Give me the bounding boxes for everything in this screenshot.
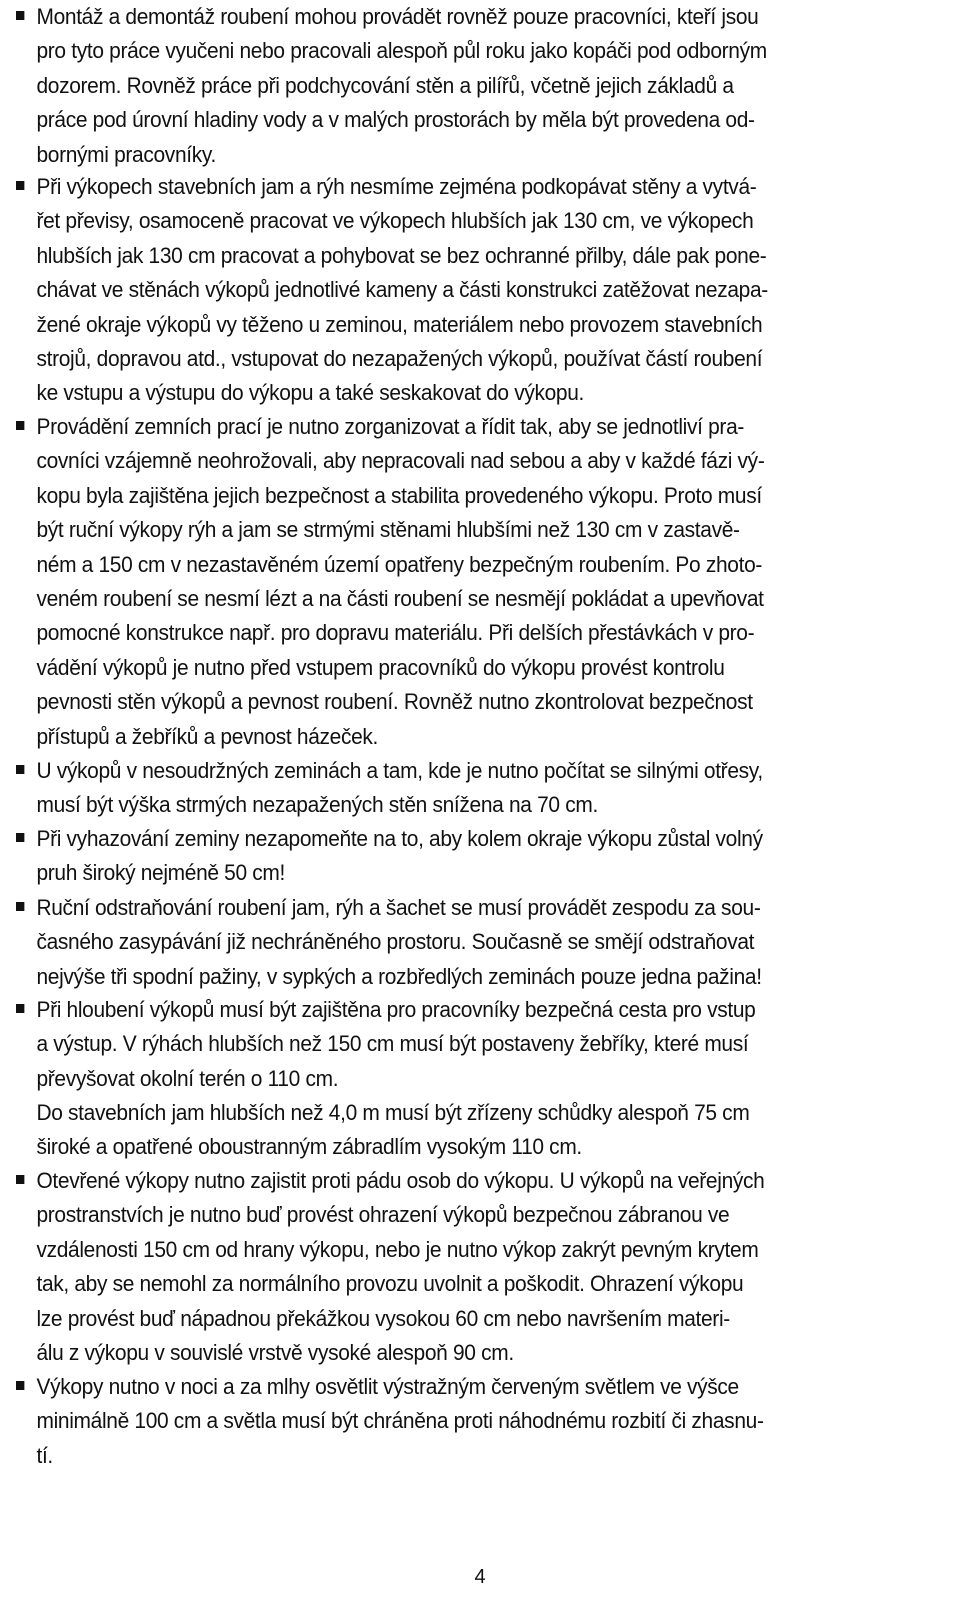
list-item xyxy=(16,993,959,1096)
text-line: covníci vzájemně neohrožovali, aby nepracovali nad sebou a aby v každé fázi vý- xyxy=(36,448,765,474)
text-line: nejvýše tři spodní pažiny, v sypkých a rozbředlých zeminách pouze jedna pažina! xyxy=(36,963,762,989)
bullet-icon xyxy=(16,902,24,911)
bullet-icon xyxy=(16,421,24,430)
text-line: pomocné konstrukce např. pro dopravu materiálu. Při delších přestávkách v pro- xyxy=(36,620,755,646)
text-line: převyšovat okolní terén o 110 cm. xyxy=(36,1065,339,1091)
bullet-icon xyxy=(16,765,24,774)
text-line: být ruční výkopy rýh a jam se strmými stěnami hlubšími než 130 cm v zastavě- xyxy=(36,517,740,543)
text-line: Výkopy nutno v noci a za mlhy osvětlit výstražným červeným světlem ve výšce xyxy=(36,1374,739,1399)
text-line: Otevřené výkopy nutno zajistit proti pádu osob do výkopu. U výkopů na veřejných xyxy=(36,1168,765,1193)
list-item xyxy=(16,1096,959,1165)
text-line: Při hloubení výkopů musí být zajištěna pro pracovníky bezpečná cesta pro vstup xyxy=(36,997,756,1022)
text-line: pevnosti stěn výkopů a pevnost roubení. Rovněž nutno zkontrolovat bezpečnost xyxy=(36,689,753,715)
text-line: lze provést buď nápadnou překážkou vysokou 60 cm nebo navršením materi- xyxy=(36,1305,730,1331)
page-number: 4 xyxy=(474,1566,486,1588)
text-line: vádění výkopů je nutno před vstupem pracovníků do výkopu provést kontrolu xyxy=(36,654,725,680)
text-line: a výstup. V rýhách hlubších než 150 cm musí být postaveny žebříky, které musí xyxy=(36,1031,749,1057)
text-line: přístupů a žebříků a pevnost házeček. xyxy=(36,723,379,749)
text-line: tak, aby se nemohl za normálního provozu uvolnit a poškodit. Ohrazení výkopu xyxy=(36,1271,744,1297)
text-line: ném a 150 cm v nezastavěném území opatřeny bezpečným roubením. Po zhoto- xyxy=(36,551,763,577)
list-item xyxy=(16,891,959,994)
text-line: Při vyhazování zeminy nezapomeňte na to, aby kolem okraje výkopu zůstal volný xyxy=(36,826,763,851)
text-line: pruh široký nejméně 50 cm! xyxy=(36,860,286,886)
text-line: Ruční odstraňování roubení jam, rýh a šachet se musí provádět zespodu za sou- xyxy=(36,895,761,920)
text-line: strojů, dopravou atd., vstupovat do nezapažených výkopů, používat částí roubení xyxy=(36,346,763,372)
bullet-icon xyxy=(16,1004,24,1013)
text-line: tí. xyxy=(36,1442,53,1468)
text-line: álu z výkopu v souvislé vrstvě vysoké alespoň 90 cm. xyxy=(36,1340,514,1366)
bullet-icon xyxy=(16,833,24,842)
text-line: práce pod úrovní hladiny vody a v malých prostorách by měla být provedena od- xyxy=(36,107,755,133)
text-line: minimálně 100 cm a světla musí být chráněna proti náhodnému rozbití či zhasnu- xyxy=(36,1408,764,1434)
text-line: ke vstupu a výstupu do výkopu a také seskakovat do výkopu. xyxy=(36,380,585,406)
text-line: prostranstvích je nutno buď provést ohrazení výkopů bezpečnou zábranou ve xyxy=(36,1202,730,1228)
text-line: dozorem. Rovněž práce při podchycování stěn a pilířů, včetně jejich základů a xyxy=(36,72,734,98)
text-line: musí být výška strmých nezapažených stěn snížena na 70 cm. xyxy=(36,792,598,818)
text-line: Provádění zemních prací je nutno zorganizovat a řídit tak, aby se jednotliví pra- xyxy=(36,414,745,439)
text-line: vzdálenosti 150 cm od hrany výkopu, nebo je nutno výkop zakrýt pevným krytem xyxy=(36,1236,759,1262)
text-line: U výkopů v nesoudržných zeminách a tam, kde je nutno počítat se silnými otřesy, xyxy=(36,758,763,783)
list-item xyxy=(16,170,959,411)
text-line: chávat ve stěnách výkopů jednotlivé kameny a části konstrukci zatěžovat nezapa- xyxy=(36,277,768,303)
text-line: kopu byla zajištěna jejich bezpečnost a stabilita provedeného výkopu. Proto musí xyxy=(36,482,762,508)
list-item xyxy=(16,754,959,823)
list-item xyxy=(16,410,959,754)
bullet-icon xyxy=(16,181,24,190)
list-item xyxy=(16,0,959,172)
text-line: Do stavebních jam hlubších než 4,0 m musí být zřízeny schůdky alespoň 75 cm xyxy=(36,1100,750,1125)
text-line: časného zasypávání již nechráněného prostoru. Současně se smějí odstraňovat xyxy=(36,929,755,955)
text-line: Montáž a demontáž roubení mohou provádět rovněž pouze pracovníci, kteří jsou xyxy=(36,4,759,29)
bullet-icon xyxy=(16,1381,24,1390)
list-item xyxy=(16,1164,959,1370)
text-line: široké a opatřené oboustranným zábradlím vysokým 110 cm. xyxy=(36,1134,582,1160)
text-line: veném roubení se nesmí lézt a na části roubení se nesmějí pokládat a upevňovat xyxy=(36,586,764,612)
text-line: pro tyto práce vyučeni nebo pracovali alespoň půl roku jako kopáči pod odborným xyxy=(36,38,767,64)
text-line: Při výkopech stavebních jam a rýh nesmíme zejména podkopávat stěny a vytvá- xyxy=(36,174,757,199)
text-line: žené okraje výkopů vy těženo u zeminou, materiálem nebo provozem stavebních xyxy=(36,311,763,337)
text-line: hlubších jak 130 cm pracovat a pohybovat se bez ochranné přilby, dále pak pone- xyxy=(36,242,767,268)
bullet-icon xyxy=(16,1175,24,1184)
list-item xyxy=(16,1370,959,1473)
list-item xyxy=(16,822,959,891)
text-line: bornými pracovníky. xyxy=(36,141,216,167)
bullet-icon xyxy=(16,11,24,20)
text-line: řet převisy, osamoceně pracovat ve výkopech hlubších jak 130 cm, ve výkopech xyxy=(36,208,754,234)
